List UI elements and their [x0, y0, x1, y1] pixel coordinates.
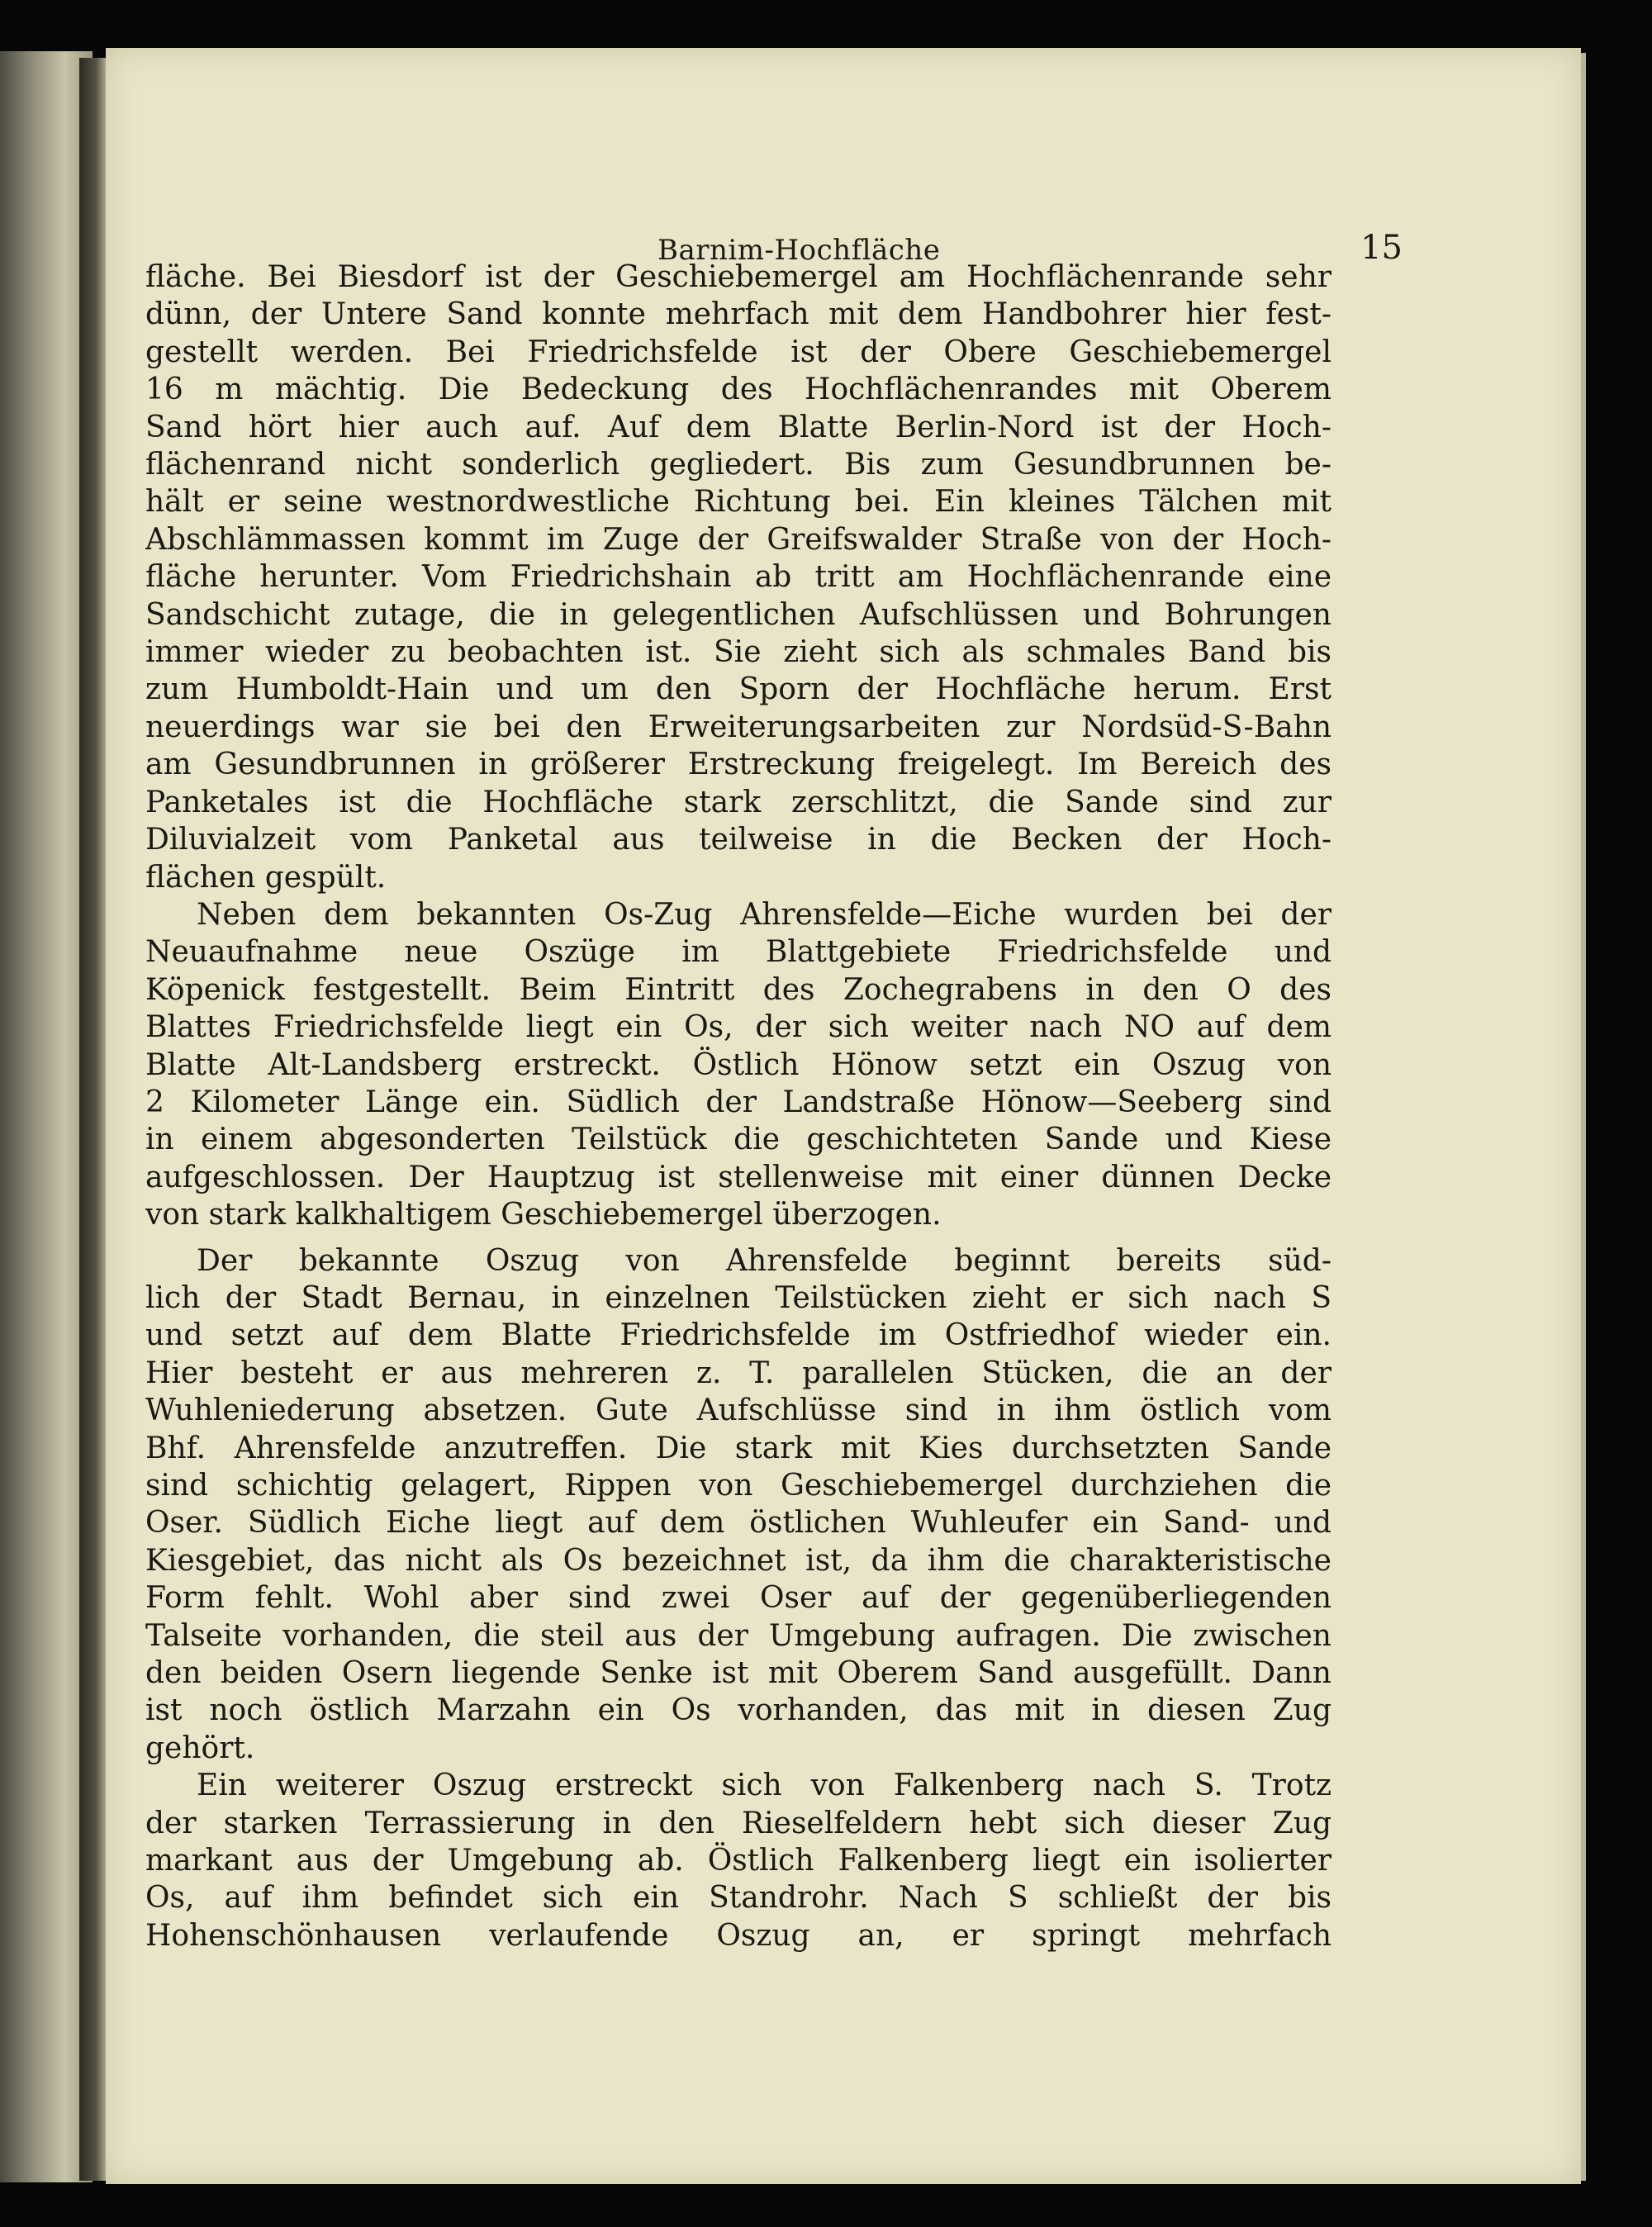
paragraph-gap — [145, 1234, 1332, 1242]
text-line: markant aus der Umgebung ab. Östlich Falkenberg liegt ein isolierter — [145, 1844, 1332, 1878]
text-line: 16 m mächtig. Die Bedeckung des Hochflächenrandes mit Oberem — [145, 373, 1332, 407]
text-line: ist noch östlich Marzahn ein Os vorhanden, das mit in diesen Zug — [145, 1693, 1332, 1728]
paragraph-4 — [145, 1767, 1332, 1954]
text-line: zum Humboldt-Hain und um den Sporn der Hochfläche herum. Erst — [145, 672, 1332, 707]
page-number: 15 — [1360, 229, 1403, 267]
text-line: hält er seine westnordwestliche Richtung bei. Ein kleines Tälchen mit — [145, 485, 1332, 520]
text-line: Panketales ist die Hochfläche stark zerschlitzt, die Sande sind zur — [145, 785, 1332, 819]
text-line: Der bekannte Oszug von Ahrensfelde beginnt bereits süd- — [197, 1243, 1332, 1278]
text-line: neuerdings war sie bei den Erweiterungsarbeiten zur Nordsüd-S-Bahn — [145, 710, 1332, 744]
text-line: Diluvialzeit vom Panketal aus teilweise in die Becken der Hoch- — [145, 823, 1332, 857]
text-line: Wuhleniederung absetzen. Gute Aufschlüsse sind in ihm östlich vom — [145, 1394, 1332, 1428]
text-line: von stark kalkhaltigem Geschiebemergel überzogen. — [145, 1198, 942, 1232]
text-line: 2 Kilometer Länge ein. Südlich der Landstraße Hönow—Seeberg sind — [145, 1085, 1332, 1119]
text-line: Blatte Alt-Landsberg erstreckt. Östlich Hönow setzt ein Oszug von — [145, 1047, 1332, 1082]
text-line: aufgeschlossen. Der Hauptzug ist stellenweise mit einer dünnen Decke — [145, 1160, 1332, 1194]
text-line: dünn, der Untere Sand konnte mehrfach mit dem Handbohrer hier fest- — [145, 297, 1332, 332]
text-line: Ein weiterer Oszug erstreckt sich von Falkenberg nach S. Trotz — [197, 1769, 1332, 1803]
text-line: am Gesundbrunnen in größerer Erstreckung freigelegt. Im Bereich des — [145, 748, 1332, 782]
text-line: gestellt werden. Bei Friedrichsfelde ist der Obere Geschiebemergel — [145, 335, 1332, 369]
text-line: und setzt auf dem Blatte Friedrichsfelde im Ostfriedhof wieder ein. — [145, 1318, 1332, 1353]
text-line: flächenrand nicht sonderlich gegliedert. Bis zum Gesundbrunnen be- — [145, 448, 1332, 482]
running-head: Barnim-Hochfläche — [657, 234, 941, 267]
text-line: Talseite vorhanden, die steil aus der Umgebung aufragen. Die zwischen — [145, 1618, 1332, 1653]
text-line: Hohenschönhausen verlaufende Oszug an, er springt mehrfach — [145, 1918, 1332, 1953]
text-line: Bhf. Ahrensfelde anzutreffen. Die stark mit Kies durchsetzten Sande — [145, 1431, 1332, 1465]
text-line: lich der Stadt Bernau, in einzelnen Teilstücken zieht er sich nach S — [145, 1280, 1332, 1315]
text-line: Neuaufnahme neue Oszüge im Blattgebiete Friedrichsfelde und — [145, 935, 1332, 970]
book-spine — [79, 58, 107, 2181]
body-text — [145, 259, 1332, 1954]
text-line: Oser. Südlich Eiche liegt auf dem östlichen Wuhleufer ein Sand- und — [145, 1506, 1332, 1541]
text-line: Abschlämmassen kommt im Zuge der Greifswalder Straße von der Hoch- — [145, 522, 1332, 557]
text-line: Kiesgebiet, das nicht als Os bezeichnet ist, da ihm die charakteristische — [145, 1543, 1332, 1578]
text-line: Blattes Friedrichsfelde liegt ein Os, der sich weiter nach NO auf dem — [145, 1010, 1332, 1045]
text-line: Sandschicht zutage, die in gelegentlichen Aufschlüssen und Bohrungen — [145, 597, 1332, 632]
paragraph-1 — [145, 259, 1332, 896]
text-line: den beiden Osern liegende Senke ist mit Oberem Sand ausgefüllt. Dann — [145, 1656, 1332, 1691]
text-line: Köpenick festgestellt. Beim Eintritt des Zochegrabens in den O des — [145, 972, 1332, 1007]
text-line: flächen gespült. — [145, 860, 387, 895]
text-line: der starken Terrassierung in den Rieselfeldern hebt sich dieser Zug — [145, 1806, 1332, 1840]
text-line: fläche. Bei Biesdorf ist der Geschiebemergel am Hochflächenrande sehr — [145, 260, 1332, 294]
text-line: in einem abgesonderten Teilstück die geschichteten Sande und Kiese — [145, 1123, 1332, 1157]
text-line: fläche herunter. Vom Friedrichshain ab tritt am Hochflächenrande eine — [145, 560, 1332, 595]
text-line: Neben dem bekannten Os-Zug Ahrensfelde—Eiche wurden bei der — [197, 897, 1332, 932]
text-line: Form fehlt. Wohl aber sind zwei Oser auf der gegenüberliegenden — [145, 1581, 1332, 1616]
text-line: immer wieder zu beobachten ist. Sie zieht sich als schmales Band bis — [145, 635, 1332, 670]
text-line: Sand hört hier auch auf. Auf dem Blatte Berlin-Nord ist der Hoch- — [145, 410, 1332, 444]
paragraph-3 — [145, 1242, 1332, 1768]
text-line: sind schichtig gelagert, Rippen von Geschiebemergel durchziehen die — [145, 1469, 1332, 1503]
text-line: gehört. — [145, 1731, 255, 1765]
text-line: Hier besteht er aus mehreren z. T. parallelen Stücken, die an der — [145, 1356, 1332, 1390]
paragraph-2 — [145, 896, 1332, 1234]
text-line: Os, auf ihm befindet sich ein Standrohr. Nach S schließt der bis — [145, 1881, 1332, 1916]
